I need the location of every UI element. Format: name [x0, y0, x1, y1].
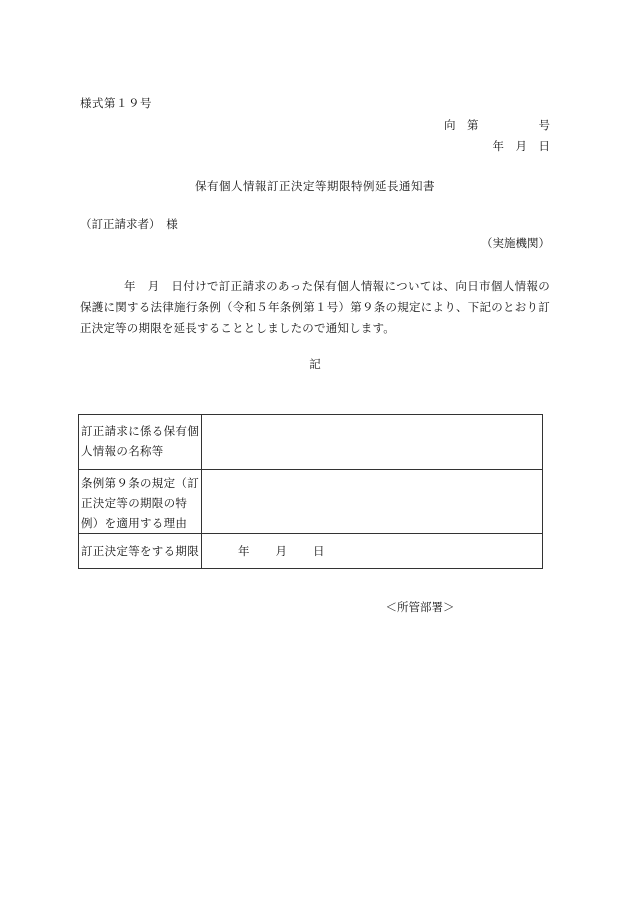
table-label-deadline: 訂正決定等をする期限 — [79, 534, 202, 569]
table-label-reason: 条例第９条の規定（訂正決定等の期限の特例）を適用する理由 — [79, 470, 202, 534]
table-value-deadline — [202, 534, 543, 569]
table-value-reason — [202, 470, 543, 534]
table-row — [79, 534, 543, 569]
document-title: 保有個人情報訂正決定等期限特例延長通知書 — [195, 179, 435, 193]
responsible-department: ＜所管部署＞ — [385, 600, 455, 614]
body-paragraph: 年 月 日付けで訂正請求のあった保有個人情報については、向日市個人情報の保護に関する法律施行条例（令和５年条例第１号）第９条の規定により、下記のとおり訂正決定等の期限を延長することとしましたので通知します。 — [80, 279, 550, 335]
document-number — [444, 120, 550, 132]
deadline-month: 月 — [275, 544, 287, 558]
form-number: 様式第１９号 — [80, 96, 152, 110]
document-number-prefix: 向 第 — [444, 118, 479, 132]
table-row — [79, 470, 543, 534]
document-number-suffix: 号 — [538, 118, 550, 132]
ki-heading: 記 — [309, 357, 321, 371]
document-date: 年 月 日 — [492, 139, 550, 153]
table-value-info-name — [202, 415, 543, 470]
table-row — [79, 415, 543, 470]
info-table — [78, 414, 543, 569]
issuer: （実施機関） — [481, 236, 550, 250]
table-label-info-name: 訂正請求に係る保有個人情報の名称等 — [79, 415, 202, 470]
deadline-year: 年 — [238, 544, 250, 558]
deadline-day: 日 — [313, 544, 325, 558]
recipient: （訂正請求者） 様 — [80, 217, 178, 231]
